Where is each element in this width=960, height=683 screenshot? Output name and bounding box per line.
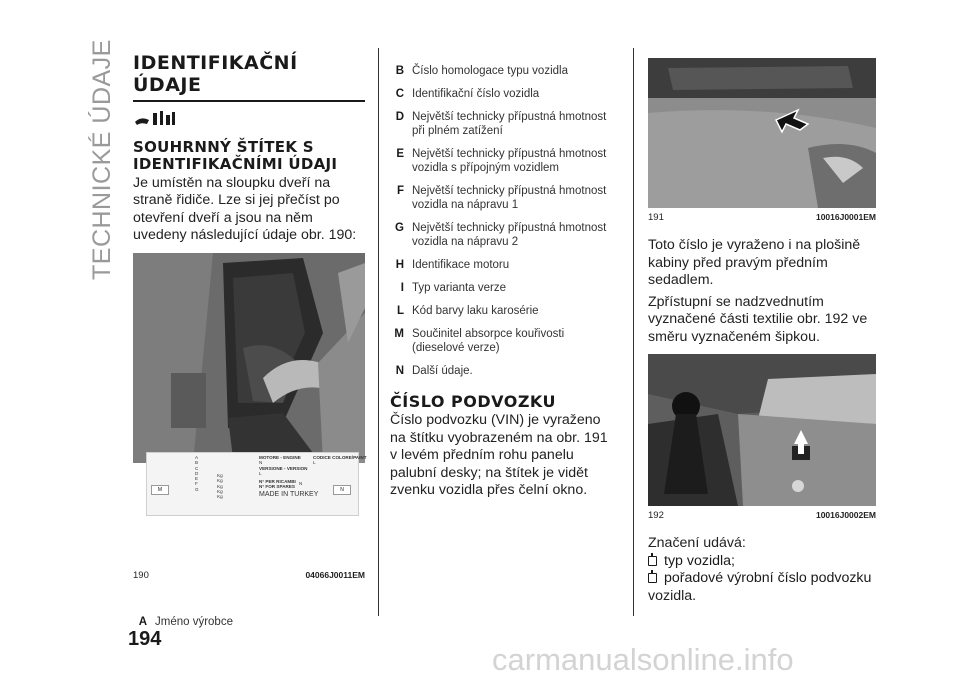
right-column (648, 58, 876, 605)
intro-paragraph: Je umístěn na sloupku dveří na straně řidiče. Lze si jej přečíst po otevření dveří a jsou na něm uvedeny následující údaje obr. 190: (133, 174, 357, 243)
legend-item (390, 110, 615, 138)
figure-code: 10016J0002EM (815, 510, 876, 520)
legend-item (390, 327, 615, 355)
legend-text: Kód barvy laku karosérie (412, 305, 539, 317)
figure-190-photo (133, 253, 365, 463)
legend-key: F (396, 185, 404, 197)
legend-item (390, 184, 615, 212)
legend-item (390, 258, 615, 272)
legend-key: A (138, 615, 147, 628)
legend-key: N (395, 365, 404, 377)
legend-key: D (395, 111, 404, 123)
left-column (133, 52, 365, 629)
figure-code: 10016J0001EM (815, 212, 876, 222)
bullet-item (648, 553, 876, 571)
legend-item (390, 304, 615, 318)
windshield-vin-illustration (648, 58, 876, 208)
vin-heading: ČÍSLO PODVOZKU (390, 392, 557, 411)
legend-item (390, 364, 615, 378)
figure-191-photo (648, 58, 876, 208)
legend-key: E (396, 148, 404, 160)
legend-key: G (395, 222, 404, 234)
legend-text: Číslo homologace typu vozidla (412, 65, 568, 77)
legend-text: Další údaje. (412, 365, 473, 377)
vin-paragraph: Číslo podvozku (VIN) je vyraženo na štítku vyobrazeném na obr. 191 v levém předním rohu panelu palubní desky; na štítek je vidět zvenku vozidla přes čelní okno. (390, 412, 608, 498)
legend-key: M (394, 328, 404, 340)
figure-number: 192 (648, 510, 664, 521)
paragraph-1: Toto číslo je vyraženo i na plošině kabiny před pravým předním sedadlem. (648, 237, 861, 288)
door-pillar-illustration (133, 253, 365, 463)
column-divider-right (633, 48, 634, 616)
legend-item (390, 64, 615, 78)
figure-192-photo (648, 354, 876, 506)
plate-box-n: N (333, 485, 351, 495)
legend-list-left (133, 615, 365, 629)
column-divider-left (378, 48, 379, 616)
legend-item (390, 281, 615, 295)
bullet-continuation: vozidla. (648, 587, 697, 604)
heading-rule (133, 100, 365, 102)
bullet-text: typ vozidla; (664, 552, 735, 569)
paragraph-2: Zpřístupní se nadzvednutím vyznačené části textilie obr. 192 ve směru vyznačeném šipkou. (648, 293, 868, 345)
bookmark-bullet-icon (648, 573, 657, 583)
subsection-heading: SOUHRNNÝ ŠTÍTEK S IDENTIFIKAČNÍMI ÚDAJI (133, 137, 338, 173)
legend-key: C (395, 88, 404, 100)
floor-vin-illustration (648, 354, 876, 506)
section-heading: IDENTIFIKAČNÍ ÚDAJE (133, 52, 298, 96)
legend-item (133, 615, 365, 629)
bullet-item (648, 570, 876, 588)
site-watermark: carmanualsonline.info (492, 642, 794, 677)
figure-191-caption (648, 212, 876, 223)
legend-item (390, 147, 615, 175)
legend-text: Součinitel absorpce kouřivosti (dieselové verze) (412, 328, 565, 354)
legend-item (390, 221, 615, 249)
figure-code: 04066J0011EM (305, 569, 365, 580)
car-manual-logo-icon (133, 110, 177, 128)
page-number: 194 (128, 628, 162, 650)
legend-text: Největší technicky přípustná hmotnost vozidla s přípojným vozidlem (412, 148, 607, 174)
legend-item (390, 87, 615, 101)
legend-text: Největší technicky přípustná hmotnost vozidla na nápravu 2 (412, 222, 607, 248)
figure-number: 190 (133, 569, 149, 581)
legend-text: Největší technicky přípustná hmotnost vozidla na nápravu 1 (412, 185, 607, 211)
figure-192-caption (648, 510, 876, 521)
plate-box-m: M (151, 485, 169, 495)
legend-key: I (400, 282, 404, 294)
identification-plate-drawing: A B C D E F G Kg Kg Kg Kg Kg MOTORE - ENGINE N VERSIONE - VERSION L N° PER RICAMBI N° FOR SPARES MADE IN TURKEY CODICE COLORE/PAINT L N M N (146, 452, 359, 516)
middle-column (390, 64, 615, 500)
legend-text: Největší technicky přípustná hmotnost při plném zatížení (412, 111, 607, 137)
legend-key: H (395, 259, 404, 271)
figure-number: 191 (648, 212, 664, 223)
legend-text: Identifikace motoru (412, 259, 510, 271)
legend-text: Typ varianta verze (412, 282, 506, 294)
marks-intro: Značení udává: (648, 535, 746, 551)
figure-190-caption (133, 570, 365, 581)
legend-text: Jméno výrobce (155, 615, 233, 628)
bookmark-bullet-icon (648, 556, 657, 566)
legend-list-middle (390, 64, 615, 378)
legend-key: B (395, 65, 404, 77)
legend-text: Identifikační číslo vozidla (412, 88, 540, 100)
side-section-title: TECHNICKÉ ÚDAJE (88, 39, 116, 280)
bullet-text: pořadové výrobní číslo podvozku (664, 570, 872, 586)
legend-key: L (396, 305, 404, 317)
